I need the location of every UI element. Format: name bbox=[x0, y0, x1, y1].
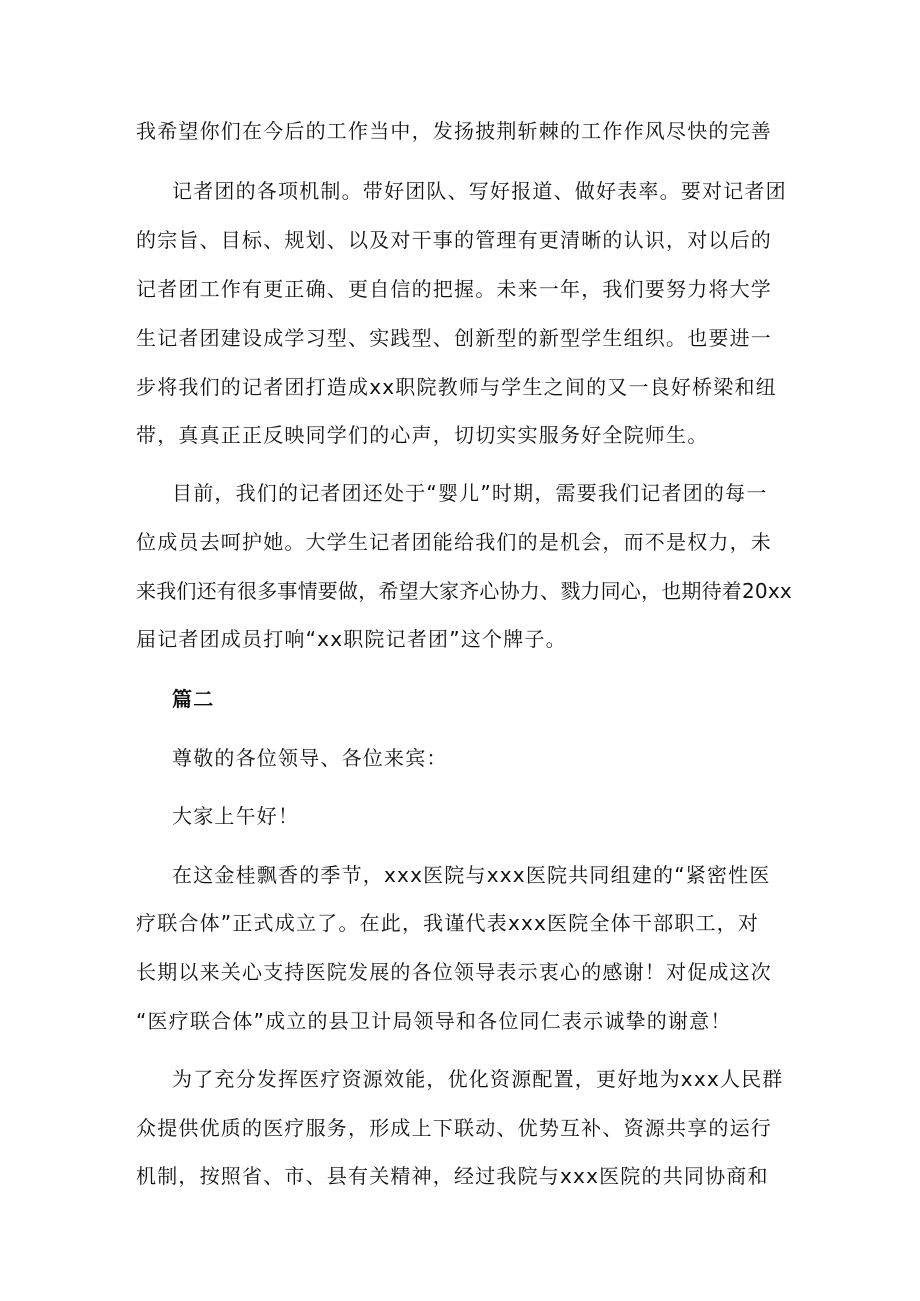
text-line-19: 为了充分发挥医疗资源效能，优化资源配置，更好地为xxx人民群 bbox=[172, 1067, 784, 1091]
salutation: 尊敬的各位领导、各位来宾： bbox=[172, 746, 448, 770]
text-line-7: 带，真真正正反映同学们的心声，切切实实服务好全院师生。 bbox=[136, 423, 709, 447]
text-line-3: 的宗旨、目标、规划、以及对干事的管理有更清晰的认识，对以后的 bbox=[136, 228, 772, 252]
text-line-16: 疗联合体”正式成立了。在此，我谨代表xxx医院全体干部职工，对 bbox=[136, 911, 760, 935]
text-line-20: 众提供优质的医疗服务，形成上下联动、优势互补、资源共享的运行 bbox=[136, 1116, 772, 1140]
text-line-11: 届记者团成员打响“xx职院记者团”这个牌子。 bbox=[136, 627, 567, 651]
text-line-2: 记者团的各项机制。带好团队、写好报道、做好表率。要对记者团 bbox=[172, 179, 787, 203]
section-heading: 篇二 bbox=[172, 687, 215, 711]
text-line-15: 在这金桂飘香的季节，xxx医院与xxx医院共同组建的“紧密性医 bbox=[172, 863, 771, 887]
text-line-6: 步将我们的记者团打造成xx职院教师与学生之间的又一良好桥梁和纽 bbox=[136, 375, 777, 399]
text-line-9: 位成员去呵护她。大学生记者团能给我们的是机会，而不是权力，未 bbox=[136, 530, 772, 554]
text-line-1: 我希望你们在今后的工作当中，发扬披荆斩棘的工作作风尽快的完善 bbox=[136, 119, 772, 143]
text-line-21: 机制，按照省、市、县有关精神，经过我院与xxx医院的共同协商和 bbox=[136, 1164, 769, 1188]
greeting: 大家上午好！ bbox=[172, 804, 300, 828]
text-line-5: 生记者团建设成学习型、实践型、创新型的新型学生组织。也要进一 bbox=[136, 326, 772, 350]
text-line-18: “医疗联合体”成立的县卫计局领导和各位同仁表示诚挚的谢意！ bbox=[136, 1009, 732, 1033]
text-line-8: 目前，我们的记者团还处于“婴儿”时期，需要我们记者团的每一 bbox=[172, 481, 768, 505]
text-line-4: 记者团工作有更正确、更自信的把握。未来一年，我们要努力将大学 bbox=[136, 277, 772, 301]
text-line-10: 来我们还有很多事情要做，希望大家齐心协力、戮力同心，也期待着20xx bbox=[136, 579, 792, 603]
text-line-17: 长期以来关心支持医院发展的各位领导表示衷心的感谢！对促成这次 bbox=[136, 960, 772, 984]
